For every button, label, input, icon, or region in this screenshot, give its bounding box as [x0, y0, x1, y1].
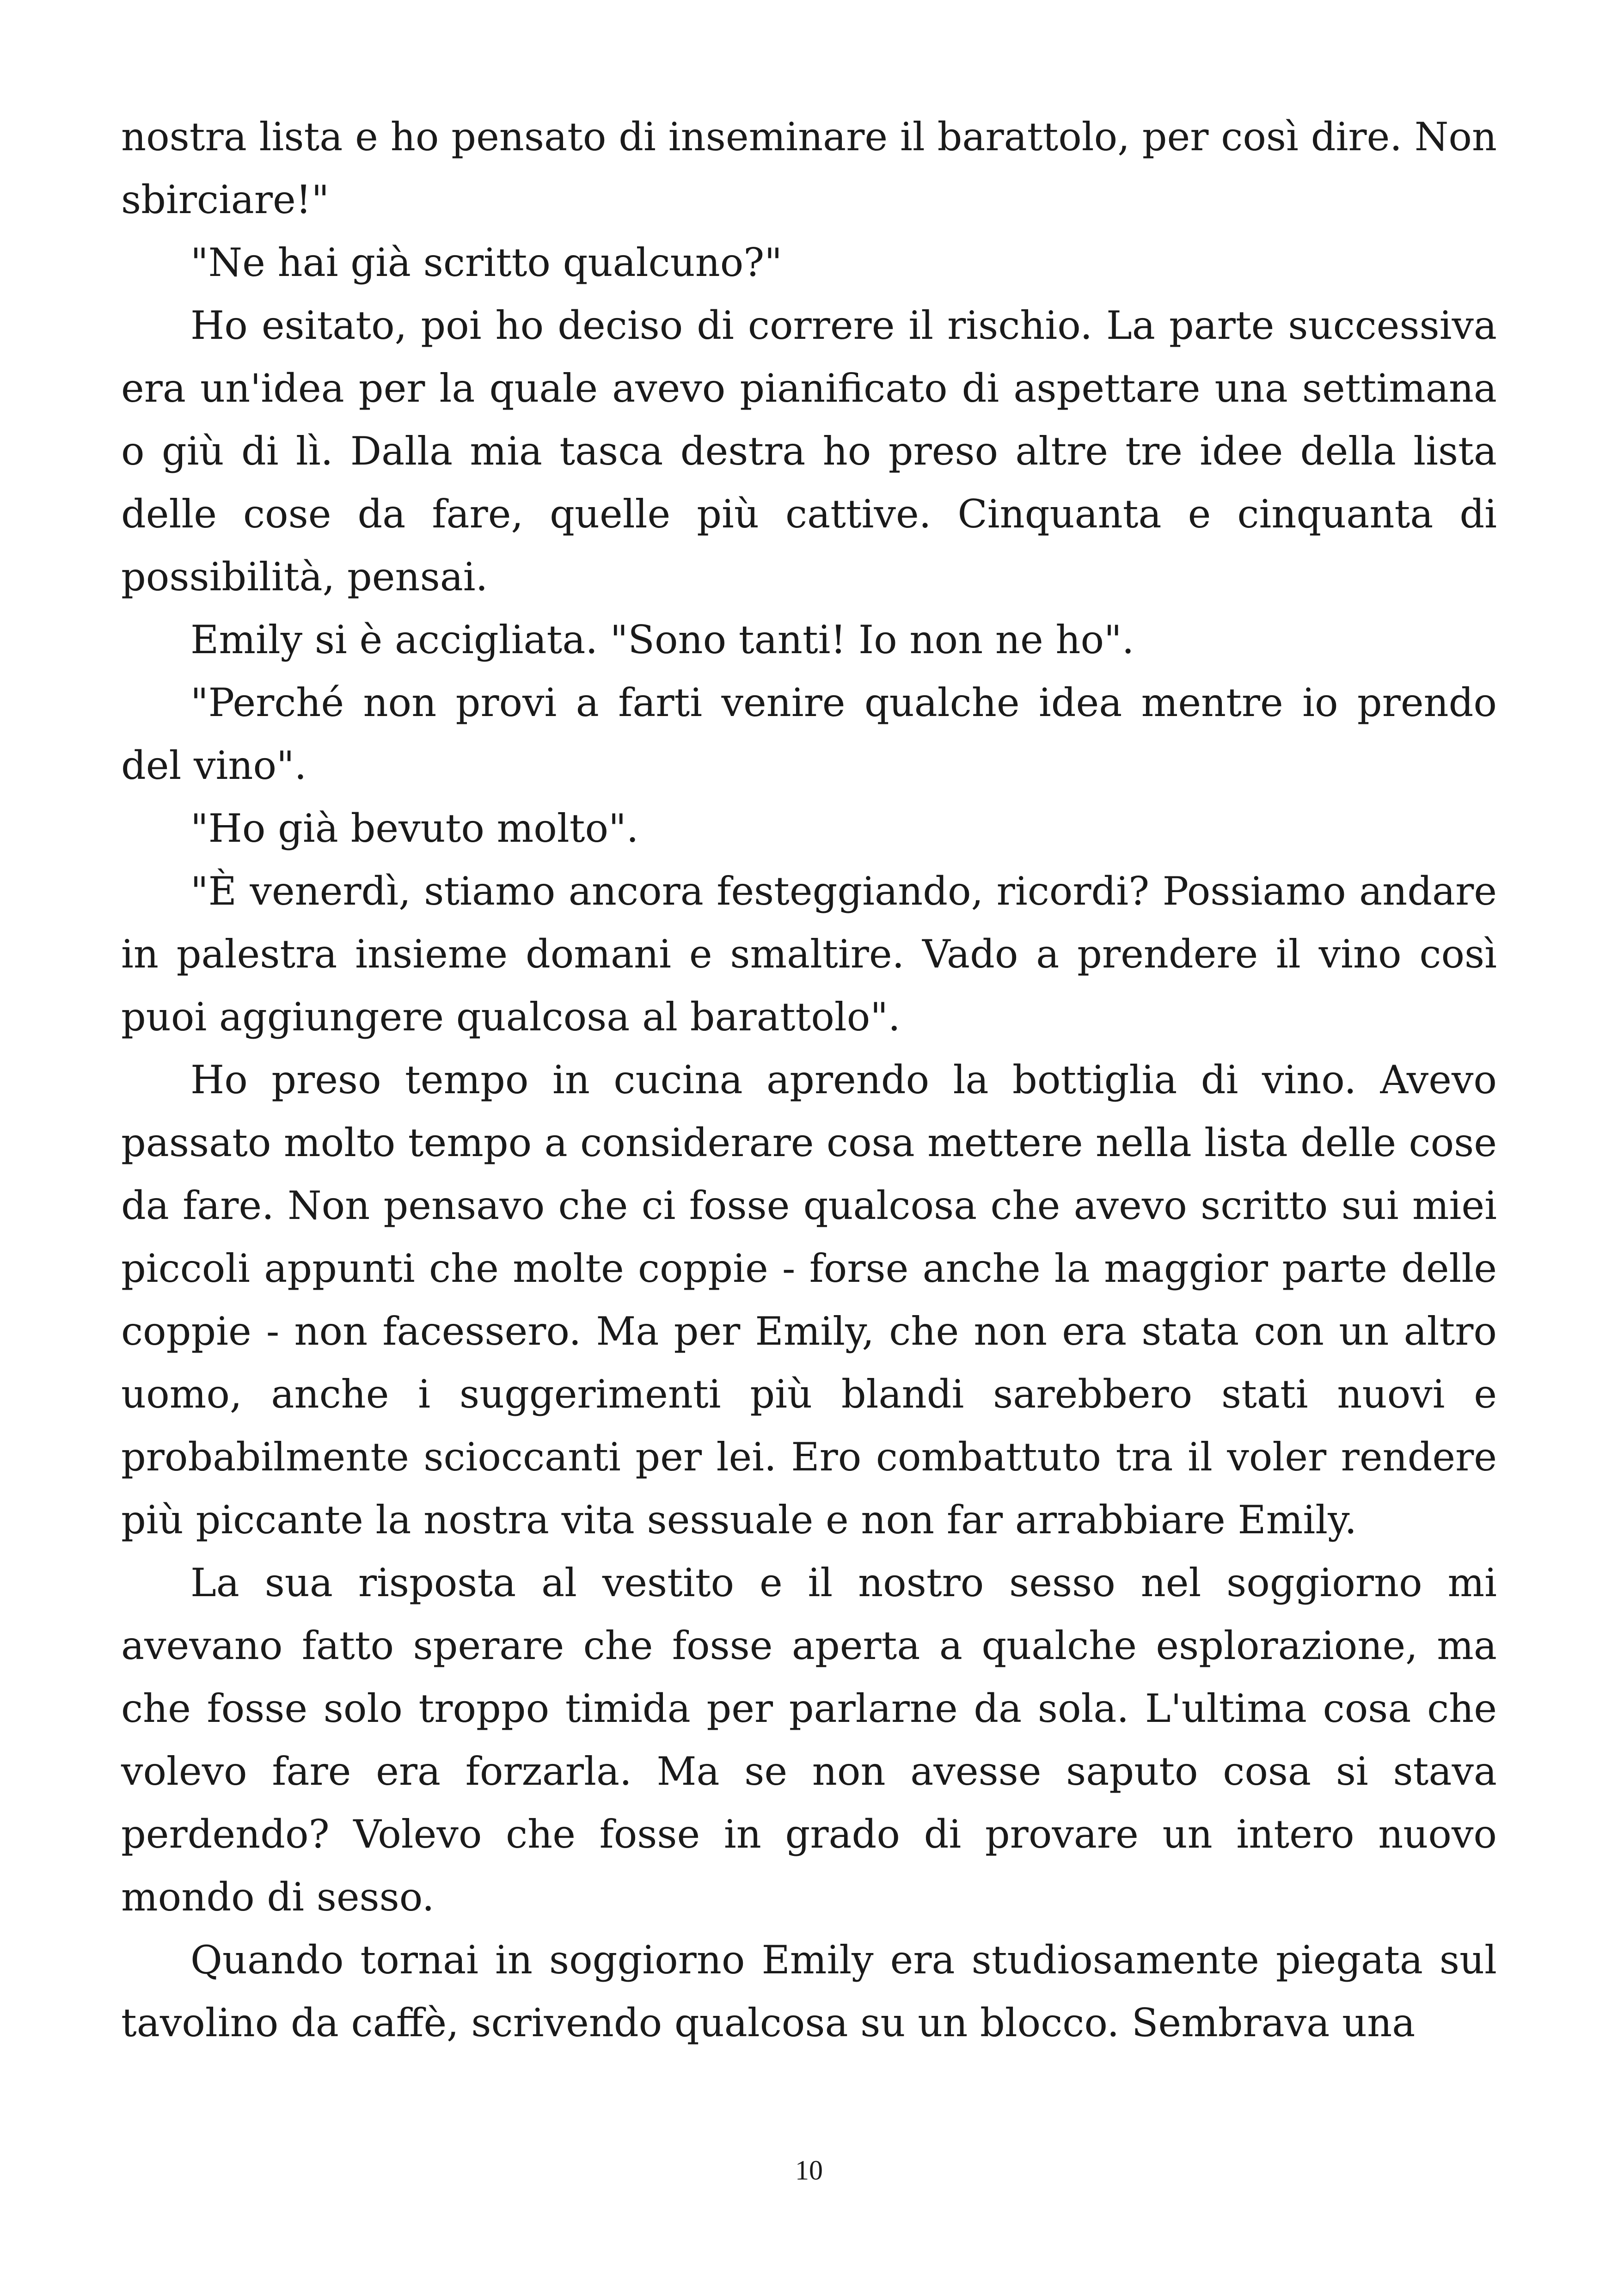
paragraph: "Ho già bevuto molto". [190, 806, 639, 851]
paragraph: Quando tornai in soggiorno Emily era studiosamente piegata sul tavolino da caffè, scrivendo qualcosa su un blocco. Sembrava una [121, 1937, 1497, 2045]
page-number: 10 [795, 2155, 823, 2186]
paragraph: Ho preso tempo in cucina aprendo la bottiglia di vino. Avevo passato molto tempo a considerare cosa mettere nella lista delle cose da fare. Non pensavo che ci fosse qualcosa che avevo scritto sui miei piccoli appunti che molte coppie - forse anche la maggior parte delle coppie - non facessero. Ma per Emily, che non era stata con un altro uomo, anche i suggerimenti più blandi sarebbero stati nuovi e probabilmente scioccanti per lei. Ero combattuto tra il voler rendere più piccante la nostra vita sessuale e non far arrabbiare Emily. [121, 1057, 1497, 1543]
body-text [121, 105, 1497, 2054]
paragraph: La sua risposta al vestito e il nostro sesso nel soggiorno mi avevano fatto sperare che fosse aperta a qualche esplorazione, ma che fosse solo troppo timida per parlarne da sola. L'ultima cosa che volevo fare era forzarla. Ma se non avesse saputo cosa si stava perdendo? Volevo che fosse in grado di provare un intero nuovo mondo di sesso. [121, 1560, 1497, 1920]
paragraph: "È venerdì, stiamo ancora festeggiando, ricordi? Possiamo andare in palestra insieme domani e smaltire. Vado a prendere il vino così puoi aggiungere qualcosa al barattolo". [121, 869, 1497, 1040]
paragraph: Emily si è accigliata. "Sono tanti! Io non ne ho". [190, 617, 1134, 662]
paragraph: "Perché non provi a farti venire qualche idea mentre io prendo del vino". [121, 680, 1497, 788]
paragraph: nostra lista e ho pensato di inseminare il barattolo, per così dire. Non sbirciare!" [121, 114, 1497, 222]
paragraph: "Ne hai già scritto qualcuno?" [190, 240, 782, 285]
paragraph: Ho esitato, poi ho deciso di correre il rischio. La parte successiva era un'idea per la quale avevo pianificato di aspettare una settimana o giù di lì. Dalla mia tasca destra ho preso altre tre idee della lista delle cose da fare, quelle più cattive. Cinquanta e cinquanta di possibilità, pensai. [121, 303, 1497, 600]
